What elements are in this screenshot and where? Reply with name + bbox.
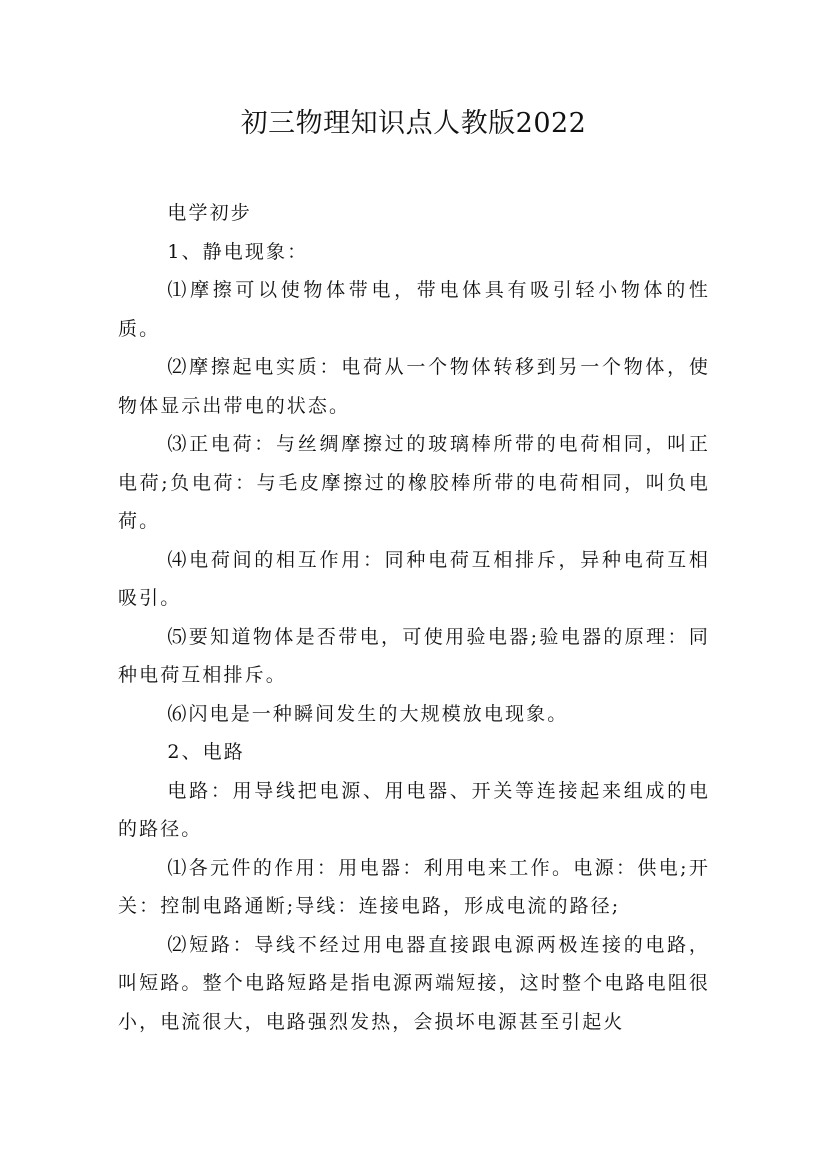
paragraph-subheading-2: 2、电路 <box>167 741 245 763</box>
paragraph: ⑸要知道物体是否带电，可使用验电器;验电器的原理：同种电荷互相排斥。 <box>118 625 710 686</box>
paragraph: ⑹闪电是一种瞬间发生的大规模放电现象。 <box>167 702 569 725</box>
document-body <box>118 194 710 1041</box>
paragraph: ⑴各元件的作用：用电器：利用电来工作。电源：供电;开关：控制电路通断;导线：连接电路，形成电流的路径; <box>118 856 710 917</box>
document-title: 初三物理知识点人教版2022 <box>240 108 587 139</box>
paragraph: ⑴摩擦可以使物体带电，带电体具有吸引轻小物体的性质。 <box>118 279 710 340</box>
paragraph: ⑵摩擦起电实质：电荷从一个物体转移到另一个物体，使物体显示出带电的状态。 <box>118 356 710 417</box>
paragraph-subheading-1: 1、静电现象： <box>167 240 309 263</box>
paragraph: ⑶正电荷：与丝绸摩擦过的玻璃棒所带的电荷相同，叫正电荷;负电荷：与毛皮摩擦过的橡胶棒所带的电荷相同，叫负电荷。 <box>118 433 710 532</box>
paragraph-section-heading: 电学初步 <box>167 202 252 224</box>
paragraph: ⑵短路：导线不经过用电器直接跟电源两极连接的电路，叫短路。整个电路短路是指电源两端短接，这时整个电路电阻很小，电流很大，电路强烈发热，会损坏电源甚至引起火 <box>118 933 710 1033</box>
paragraph: 电路：用导线把电源、用电器、开关等连接起来组成的电的路径。 <box>118 779 710 840</box>
paragraph: ⑷电荷间的相互作用：同种电荷互相排斥，异种电荷互相吸引。 <box>118 548 710 609</box>
